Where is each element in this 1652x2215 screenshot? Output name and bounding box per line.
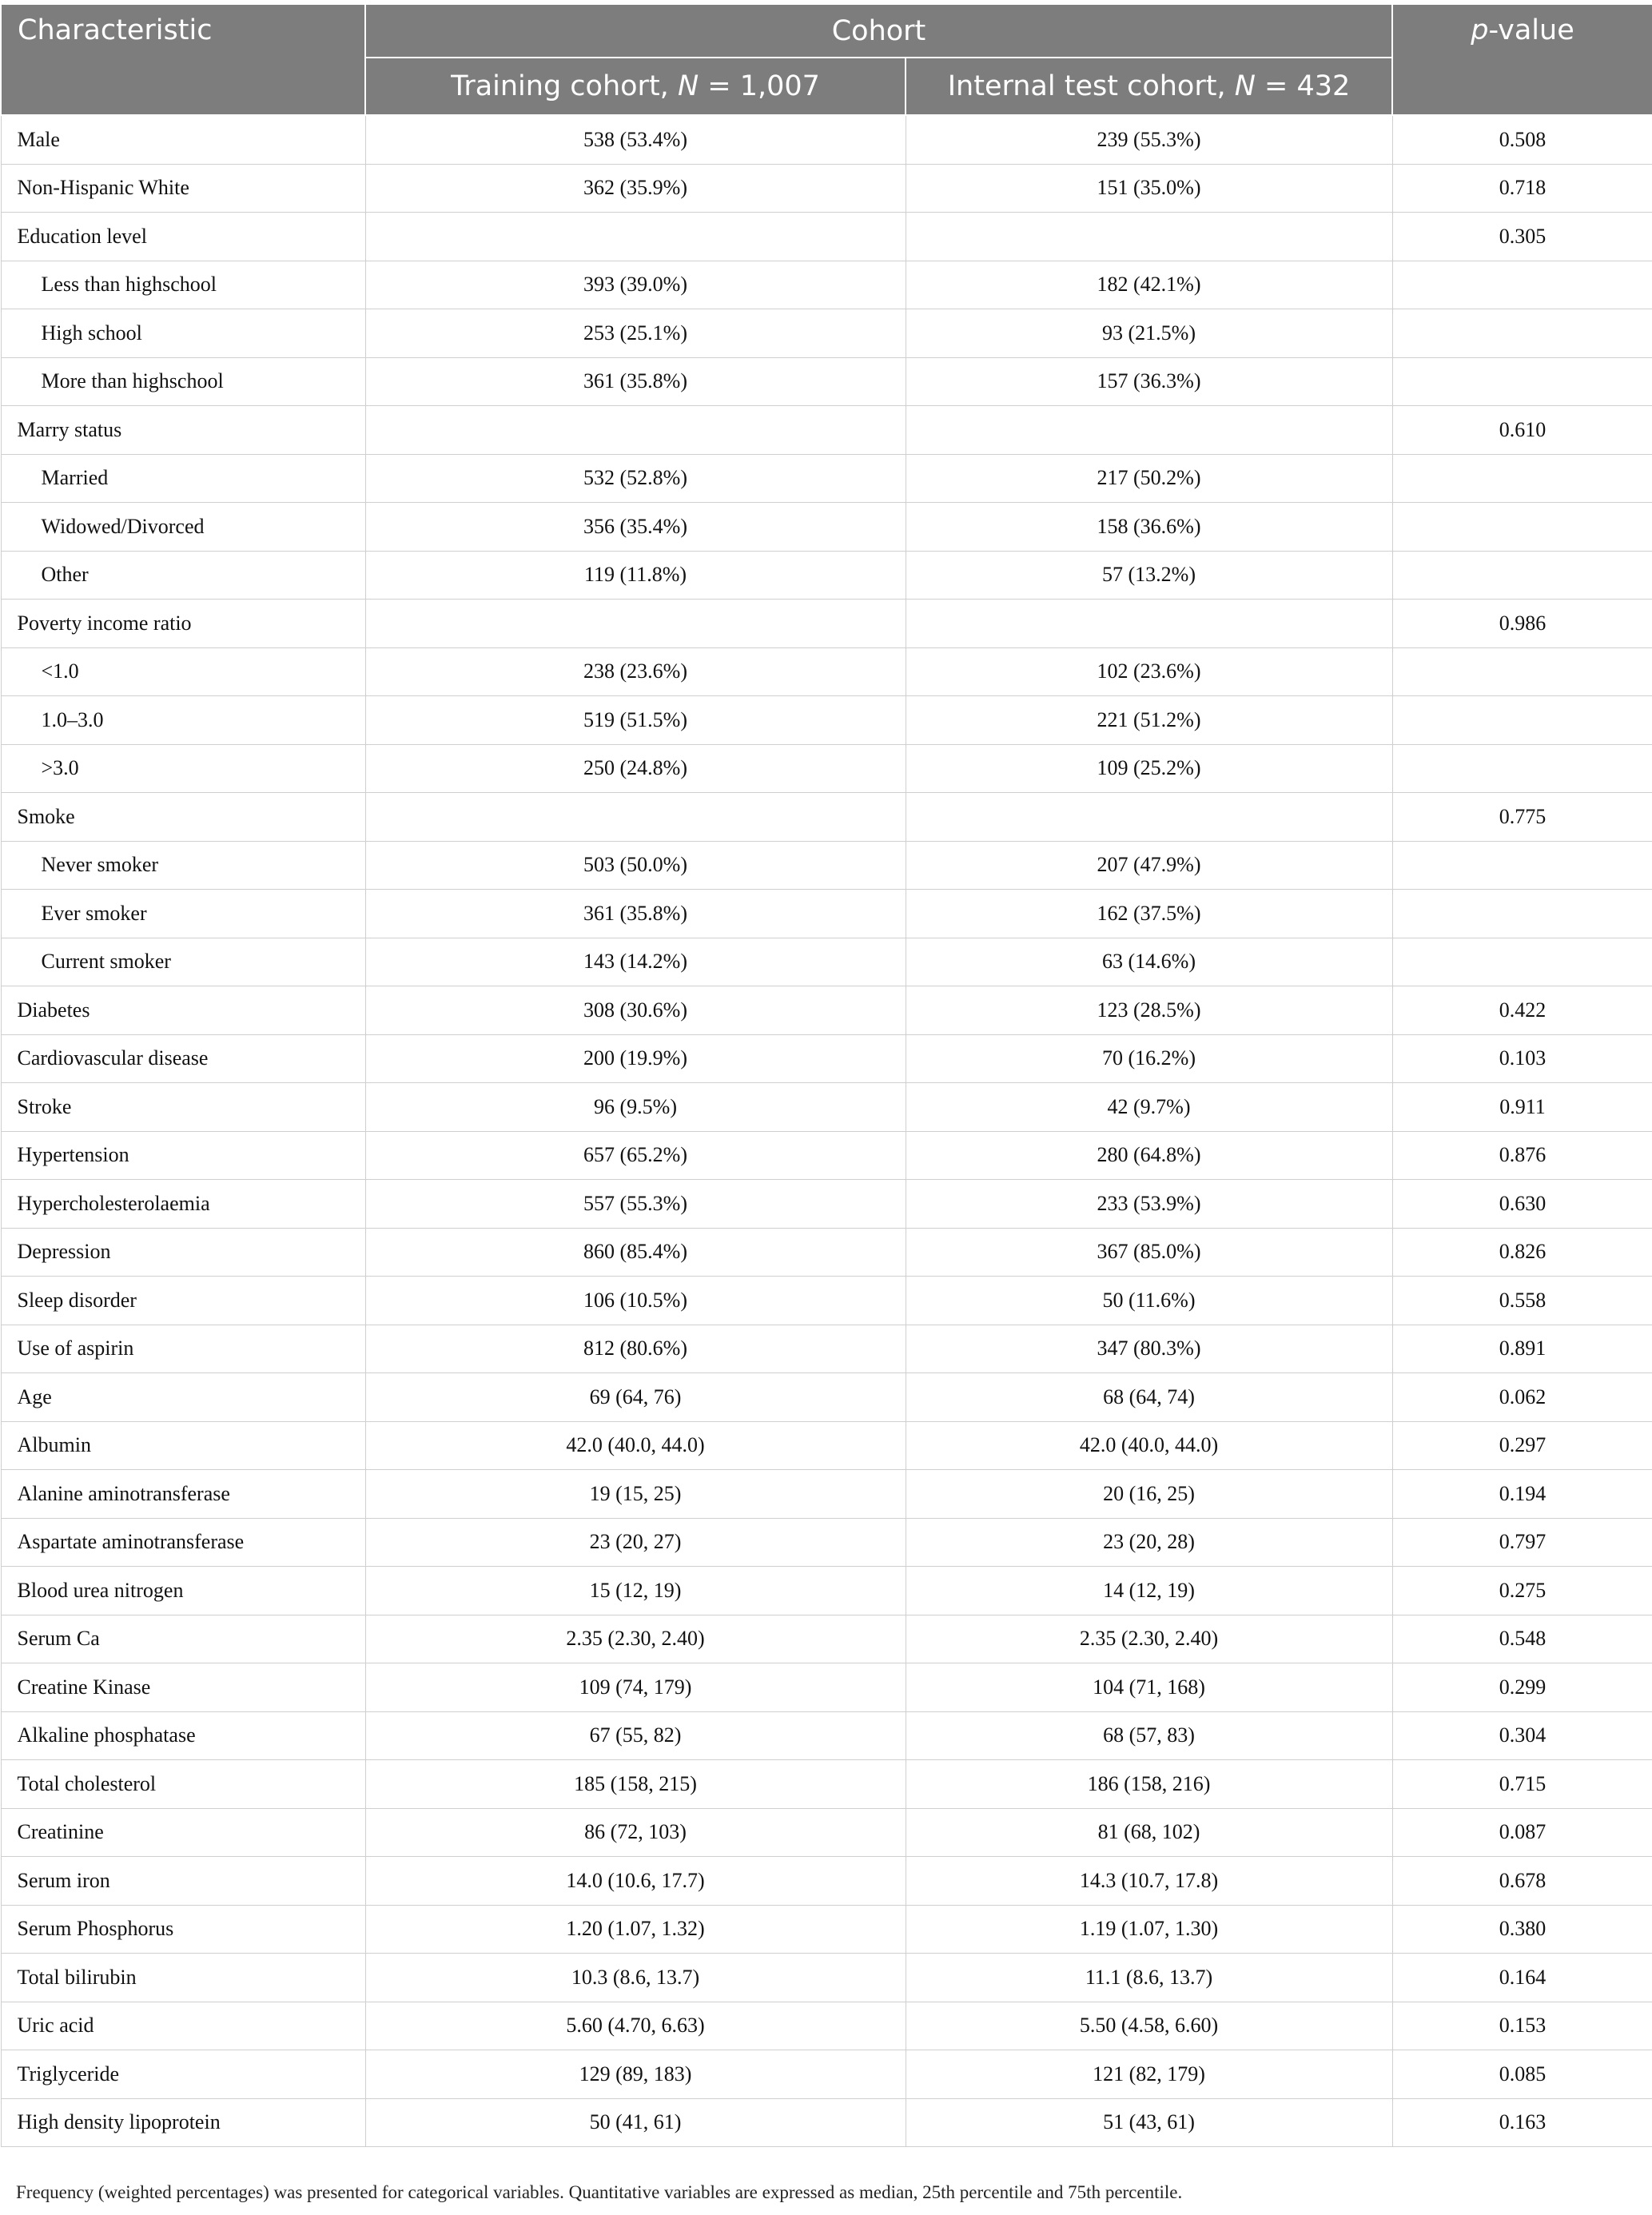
internal-test-cohort-cell: 157 (36.3%)	[906, 357, 1392, 406]
training-cohort-cell	[365, 600, 906, 648]
p-value-cell: 0.297	[1392, 1421, 1652, 1470]
p-value-cell	[1392, 890, 1652, 938]
training-cohort-cell: 10.3 (8.6, 13.7)	[365, 1954, 906, 2002]
row-label: Albumin	[1, 1421, 365, 1470]
table-row	[1, 696, 1652, 745]
p-value-cell: 0.194	[1392, 1470, 1652, 1519]
p-value-cell: 0.299	[1392, 1663, 1652, 1712]
training-cohort-cell	[365, 213, 906, 261]
training-cohort-cell: 361 (35.8%)	[365, 890, 906, 938]
internal-test-cohort-cell: 14.3 (10.7, 17.8)	[906, 1857, 1392, 1906]
training-cohort-cell	[365, 793, 906, 842]
training-cohort-cell: 23 (20, 27)	[365, 1518, 906, 1567]
header-test-cohort	[906, 58, 1392, 115]
row-label: Blood urea nitrogen	[1, 1567, 365, 1615]
internal-test-cohort-cell: 11.1 (8.6, 13.7)	[906, 1954, 1392, 2002]
row-label: Stroke	[1, 1083, 365, 1132]
row-label: Marry status	[1, 406, 365, 455]
table-row	[1, 1760, 1652, 1809]
p-value-cell	[1392, 551, 1652, 600]
p-value-cell: 0.305	[1392, 213, 1652, 261]
header-p-italic: p	[1471, 14, 1489, 46]
internal-test-cohort-cell: 81 (68, 102)	[906, 1808, 1392, 1857]
table-row	[1, 1180, 1652, 1229]
row-label: Less than highschool	[1, 261, 365, 309]
p-value-cell	[1392, 647, 1652, 696]
p-value-cell	[1392, 261, 1652, 309]
row-label: Diabetes	[1, 986, 365, 1035]
p-value-cell	[1392, 744, 1652, 793]
characteristics-table	[0, 3, 1652, 2147]
row-label: Cardiovascular disease	[1, 1034, 365, 1083]
row-label: Creatinine	[1, 1808, 365, 1857]
internal-test-cohort-cell: 93 (21.5%)	[906, 309, 1392, 358]
row-label: Aspartate aminotransferase	[1, 1518, 365, 1567]
table-footnote: Frequency (weighted percentages) was presented for categorical variables. Quantitative variables are expressed as median, 25th percentile and 75th percentile.	[16, 2182, 1183, 2202]
table-body	[1, 115, 1652, 2147]
internal-test-cohort-cell: 207 (47.9%)	[906, 841, 1392, 890]
training-cohort-cell: 19 (15, 25)	[365, 1470, 906, 1519]
training-prefix: Training cohort,	[451, 70, 678, 102]
table-header	[1, 4, 1652, 115]
internal-test-cohort-cell	[906, 793, 1392, 842]
training-cohort-cell: 14.0 (10.6, 17.7)	[365, 1857, 906, 1906]
training-cohort-cell: 69 (64, 76)	[365, 1373, 906, 1422]
internal-test-cohort-cell: 20 (16, 25)	[906, 1470, 1392, 1519]
internal-test-cohort-cell: 109 (25.2%)	[906, 744, 1392, 793]
row-label: Depression	[1, 1228, 365, 1277]
row-label: More than highschool	[1, 357, 365, 406]
training-cohort-cell: 109 (74, 179)	[365, 1663, 906, 1712]
training-cohort-cell: 42.0 (40.0, 44.0)	[365, 1421, 906, 1470]
row-label: Alkaline phosphatase	[1, 1711, 365, 1760]
training-cohort-cell: 532 (52.8%)	[365, 454, 906, 503]
table-row	[1, 1373, 1652, 1422]
training-cohort-cell: 86 (72, 103)	[365, 1808, 906, 1857]
internal-test-cohort-cell	[906, 600, 1392, 648]
training-cohort-cell: 50 (41, 61)	[365, 2098, 906, 2147]
table-row	[1, 1277, 1652, 1325]
internal-test-cohort-cell: 14 (12, 19)	[906, 1567, 1392, 1615]
row-label: Serum Phosphorus	[1, 1905, 365, 1954]
internal-test-cohort-cell: 70 (16.2%)	[906, 1034, 1392, 1083]
table-row	[1, 1325, 1652, 1373]
p-value-cell: 0.087	[1392, 1808, 1652, 1857]
internal-test-cohort-cell: 233 (53.9%)	[906, 1180, 1392, 1229]
test-n-label: N	[1234, 70, 1256, 102]
table-row	[1, 1711, 1652, 1760]
header-cohort: Cohort	[365, 4, 1392, 58]
internal-test-cohort-cell: 2.35 (2.30, 2.40)	[906, 1615, 1392, 1663]
p-value-cell: 0.548	[1392, 1615, 1652, 1663]
training-cohort-cell: 253 (25.1%)	[365, 309, 906, 358]
row-label: >3.0	[1, 744, 365, 793]
test-n-value: = 432	[1255, 70, 1351, 102]
training-cohort-cell: 250 (24.8%)	[365, 744, 906, 793]
training-cohort-cell: 557 (55.3%)	[365, 1180, 906, 1229]
row-label: Widowed/Divorced	[1, 503, 365, 552]
table-row	[1, 1905, 1652, 1954]
internal-test-cohort-cell: 104 (71, 168)	[906, 1663, 1392, 1712]
p-value-cell: 0.986	[1392, 600, 1652, 648]
row-label: Never smoker	[1, 841, 365, 890]
training-cohort-cell: 361 (35.8%)	[365, 357, 906, 406]
p-value-cell: 0.422	[1392, 986, 1652, 1035]
p-value-cell: 0.678	[1392, 1857, 1652, 1906]
p-value-cell	[1392, 841, 1652, 890]
p-value-cell: 0.797	[1392, 1518, 1652, 1567]
table-row	[1, 503, 1652, 552]
table-row	[1, 1615, 1652, 1663]
internal-test-cohort-cell: 68 (57, 83)	[906, 1711, 1392, 1760]
internal-test-cohort-cell: 182 (42.1%)	[906, 261, 1392, 309]
table-row	[1, 744, 1652, 793]
training-cohort-cell: 5.60 (4.70, 6.63)	[365, 2002, 906, 2050]
training-n-value: = 1,007	[699, 70, 820, 102]
training-cohort-cell: 538 (53.4%)	[365, 115, 906, 164]
internal-test-cohort-cell: 57 (13.2%)	[906, 551, 1392, 600]
table-row	[1, 1083, 1652, 1132]
row-label: Uric acid	[1, 2002, 365, 2050]
internal-test-cohort-cell: 158 (36.6%)	[906, 503, 1392, 552]
internal-test-cohort-cell: 217 (50.2%)	[906, 454, 1392, 503]
table-row	[1, 357, 1652, 406]
internal-test-cohort-cell: 347 (80.3%)	[906, 1325, 1392, 1373]
table-row	[1, 2098, 1652, 2147]
row-label: Age	[1, 1373, 365, 1422]
training-cohort-cell: 393 (39.0%)	[365, 261, 906, 309]
table-row	[1, 309, 1652, 358]
table-row	[1, 454, 1652, 503]
p-value-cell	[1392, 357, 1652, 406]
p-value-cell: 0.380	[1392, 1905, 1652, 1954]
training-cohort-cell: 860 (85.4%)	[365, 1228, 906, 1277]
row-label: Education level	[1, 213, 365, 261]
training-cohort-cell: 2.35 (2.30, 2.40)	[365, 1615, 906, 1663]
table-row	[1, 115, 1652, 164]
training-cohort-cell: 503 (50.0%)	[365, 841, 906, 890]
table-row	[1, 938, 1652, 986]
row-label: Non-Hispanic White	[1, 164, 365, 213]
internal-test-cohort-cell	[906, 213, 1392, 261]
internal-test-cohort-cell: 186 (158, 216)	[906, 1760, 1392, 1809]
training-cohort-cell: 1.20 (1.07, 1.32)	[365, 1905, 906, 1954]
p-value-cell: 0.164	[1392, 1954, 1652, 2002]
table-row	[1, 1421, 1652, 1470]
internal-test-cohort-cell: 51 (43, 61)	[906, 2098, 1392, 2147]
internal-test-cohort-cell: 367 (85.0%)	[906, 1228, 1392, 1277]
table-row	[1, 600, 1652, 648]
training-cohort-cell: 15 (12, 19)	[365, 1567, 906, 1615]
internal-test-cohort-cell: 123 (28.5%)	[906, 986, 1392, 1035]
table-row	[1, 1954, 1652, 2002]
p-value-cell: 0.558	[1392, 1277, 1652, 1325]
internal-test-cohort-cell: 239 (55.3%)	[906, 115, 1392, 164]
table-row	[1, 1518, 1652, 1567]
table-row	[1, 890, 1652, 938]
internal-test-cohort-cell: 42.0 (40.0, 44.0)	[906, 1421, 1392, 1470]
internal-test-cohort-cell: 5.50 (4.58, 6.60)	[906, 2002, 1392, 2050]
p-value-cell: 0.163	[1392, 2098, 1652, 2147]
table-row	[1, 1567, 1652, 1615]
internal-test-cohort-cell: 23 (20, 28)	[906, 1518, 1392, 1567]
row-label: Hypercholesterolaemia	[1, 1180, 365, 1229]
header-training-cohort	[365, 58, 906, 115]
table-row	[1, 261, 1652, 309]
table-row	[1, 1663, 1652, 1712]
p-value-cell: 0.085	[1392, 2050, 1652, 2099]
p-value-cell	[1392, 454, 1652, 503]
p-value-cell: 0.718	[1392, 164, 1652, 213]
row-label: Alanine aminotransferase	[1, 1470, 365, 1519]
internal-test-cohort-cell: 151 (35.0%)	[906, 164, 1392, 213]
row-label: Married	[1, 454, 365, 503]
p-value-cell: 0.911	[1392, 1083, 1652, 1132]
p-value-cell	[1392, 503, 1652, 552]
internal-test-cohort-cell: 1.19 (1.07, 1.30)	[906, 1905, 1392, 1954]
training-cohort-cell: 519 (51.5%)	[365, 696, 906, 745]
internal-test-cohort-cell: 102 (23.6%)	[906, 647, 1392, 696]
row-label: Serum Ca	[1, 1615, 365, 1663]
row-label: Serum iron	[1, 1857, 365, 1906]
training-cohort-cell: 106 (10.5%)	[365, 1277, 906, 1325]
row-label: <1.0	[1, 647, 365, 696]
table-row	[1, 1470, 1652, 1519]
row-label: Triglyceride	[1, 2050, 365, 2099]
p-value-cell: 0.508	[1392, 115, 1652, 164]
internal-test-cohort-cell: 162 (37.5%)	[906, 890, 1392, 938]
table-row	[1, 793, 1652, 842]
row-label: Poverty income ratio	[1, 600, 365, 648]
p-value-cell	[1392, 696, 1652, 745]
internal-test-cohort-cell: 63 (14.6%)	[906, 938, 1392, 986]
row-label: Ever smoker	[1, 890, 365, 938]
p-value-cell: 0.103	[1392, 1034, 1652, 1083]
table-row	[1, 647, 1652, 696]
training-cohort-cell: 308 (30.6%)	[365, 986, 906, 1035]
table-row	[1, 213, 1652, 261]
table-row	[1, 2050, 1652, 2099]
training-cohort-cell: 356 (35.4%)	[365, 503, 906, 552]
row-label: Creatine Kinase	[1, 1663, 365, 1712]
training-cohort-cell: 238 (23.6%)	[365, 647, 906, 696]
row-label: Hypertension	[1, 1131, 365, 1180]
table-row	[1, 841, 1652, 890]
table-row	[1, 986, 1652, 1035]
internal-test-cohort-cell: 50 (11.6%)	[906, 1277, 1392, 1325]
training-cohort-cell: 119 (11.8%)	[365, 551, 906, 600]
training-cohort-cell: 185 (158, 215)	[365, 1760, 906, 1809]
internal-test-cohort-cell: 121 (82, 179)	[906, 2050, 1392, 2099]
table-row	[1, 1034, 1652, 1083]
test-prefix: Internal test cohort,	[947, 70, 1235, 102]
training-cohort-cell: 96 (9.5%)	[365, 1083, 906, 1132]
internal-test-cohort-cell: 221 (51.2%)	[906, 696, 1392, 745]
header-characteristic: Characteristic	[1, 4, 365, 115]
table-row	[1, 1228, 1652, 1277]
training-cohort-cell: 129 (89, 183)	[365, 2050, 906, 2099]
p-value-cell: 0.275	[1392, 1567, 1652, 1615]
table-row	[1, 2002, 1652, 2050]
p-value-cell: 0.062	[1392, 1373, 1652, 1422]
p-value-cell: 0.715	[1392, 1760, 1652, 1809]
p-value-cell: 0.610	[1392, 406, 1652, 455]
header-p-rest: -value	[1488, 14, 1574, 46]
p-value-cell: 0.876	[1392, 1131, 1652, 1180]
table-row	[1, 1857, 1652, 1906]
row-label: Other	[1, 551, 365, 600]
training-cohort-cell: 67 (55, 82)	[365, 1711, 906, 1760]
p-value-cell: 0.304	[1392, 1711, 1652, 1760]
p-value-cell: 0.775	[1392, 793, 1652, 842]
row-label: Total bilirubin	[1, 1954, 365, 2002]
table-row	[1, 551, 1652, 600]
header-p-value	[1392, 4, 1652, 115]
row-label: Male	[1, 115, 365, 164]
p-value-cell: 0.630	[1392, 1180, 1652, 1229]
p-value-cell: 0.891	[1392, 1325, 1652, 1373]
training-cohort-cell	[365, 406, 906, 455]
internal-test-cohort-cell: 280 (64.8%)	[906, 1131, 1392, 1180]
table-row	[1, 1808, 1652, 1857]
row-label: High school	[1, 309, 365, 358]
training-cohort-cell: 657 (65.2%)	[365, 1131, 906, 1180]
training-cohort-cell: 362 (35.9%)	[365, 164, 906, 213]
row-label: Current smoker	[1, 938, 365, 986]
internal-test-cohort-cell: 42 (9.7%)	[906, 1083, 1392, 1132]
internal-test-cohort-cell	[906, 406, 1392, 455]
training-cohort-cell: 200 (19.9%)	[365, 1034, 906, 1083]
p-value-cell	[1392, 938, 1652, 986]
table-row	[1, 406, 1652, 455]
p-value-cell: 0.826	[1392, 1228, 1652, 1277]
internal-test-cohort-cell: 68 (64, 74)	[906, 1373, 1392, 1422]
training-n-label: N	[677, 70, 699, 102]
row-label: Use of aspirin	[1, 1325, 365, 1373]
row-label: Sleep disorder	[1, 1277, 365, 1325]
training-cohort-cell: 143 (14.2%)	[365, 938, 906, 986]
training-cohort-cell: 812 (80.6%)	[365, 1325, 906, 1373]
row-label: Smoke	[1, 793, 365, 842]
row-label: Total cholesterol	[1, 1760, 365, 1809]
row-label: 1.0–3.0	[1, 696, 365, 745]
p-value-cell	[1392, 309, 1652, 358]
p-value-cell: 0.153	[1392, 2002, 1652, 2050]
table-row	[1, 1131, 1652, 1180]
table-row	[1, 164, 1652, 213]
row-label: High density lipoprotein	[1, 2098, 365, 2147]
